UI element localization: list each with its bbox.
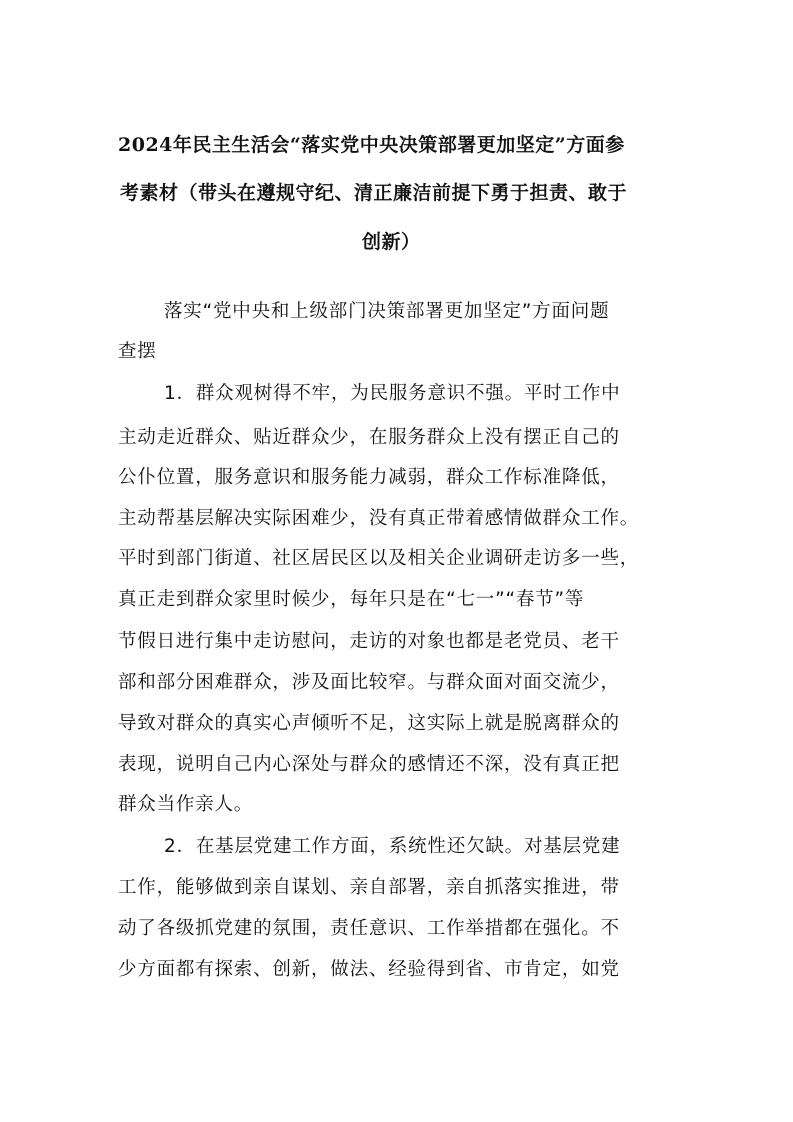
paragraph-1-line-6: 真正走到群众家里时候少，每年只是在“七一”“春节”等 <box>118 589 585 610</box>
paragraph-1-line-1: 1．群众观树得不牢，为民服务意识不强。平时工作中 <box>164 383 621 404</box>
paragraph-1-line-2: 主动走近群众、贴近群众少，在服务群众上没有摆正自己的 <box>118 427 620 448</box>
paragraph-1-line-10: 表现，说明自己内心深处与群众的感情还不深，没有真正把 <box>118 754 620 775</box>
section-heading-line-2: 查摆 <box>118 341 157 362</box>
paragraph-2-line-2: 工作，能够做到亲自谋划、亲自部署，亲自抓落实推进，带 <box>118 877 620 898</box>
title-line-1: 2024年民主生活会“落实党中央决策部署更加坚定”方面参 <box>118 134 625 156</box>
paragraph-1-line-5: 平时到部门街道、社区居民区以及相关企业调研走访多一些， <box>118 548 640 569</box>
section-heading-line-1: 落实“党中央和上级部门决策部署更加坚定”方面问题 <box>164 301 610 322</box>
title-line-2: 考素材（带头在遵规守纪、清正廉洁前提下勇于担责、敢于 <box>120 182 628 204</box>
paragraph-1-line-3: 公仆位置，服务意识和服务能力减弱，群众工作标准降低， <box>118 467 620 488</box>
paragraph-1-line-9: 导致对群众的真实心声倾听不足，这实际上就是脱离群众的 <box>118 713 620 734</box>
paragraph-2-line-1: 2．在基层党建工作方面，系统性还欠缺。对基层党建 <box>164 836 621 857</box>
paragraph-1-line-11: 群众当作亲人。 <box>118 794 254 815</box>
paragraph-2-line-4: 少方面都有探索、创新，做法、经验得到省、市肯定，如党 <box>118 959 620 980</box>
paragraph-1-line-8: 部和部分困难群众，涉及面比较窄。与群众面对面交流少， <box>118 672 620 693</box>
paragraph-2-line-3: 动了各级抓党建的氛围，责任意识、工作举措都在强化。不 <box>118 918 620 939</box>
paragraph-1-line-4: 主动帮基层解决实际困难少，没有真正带着感情做群众工作。 <box>118 508 640 529</box>
title-line-3: 创新） <box>362 231 421 253</box>
paragraph-1-line-7: 节假日进行集中走访慰问，走访的对象也都是老党员、老干 <box>118 631 620 652</box>
